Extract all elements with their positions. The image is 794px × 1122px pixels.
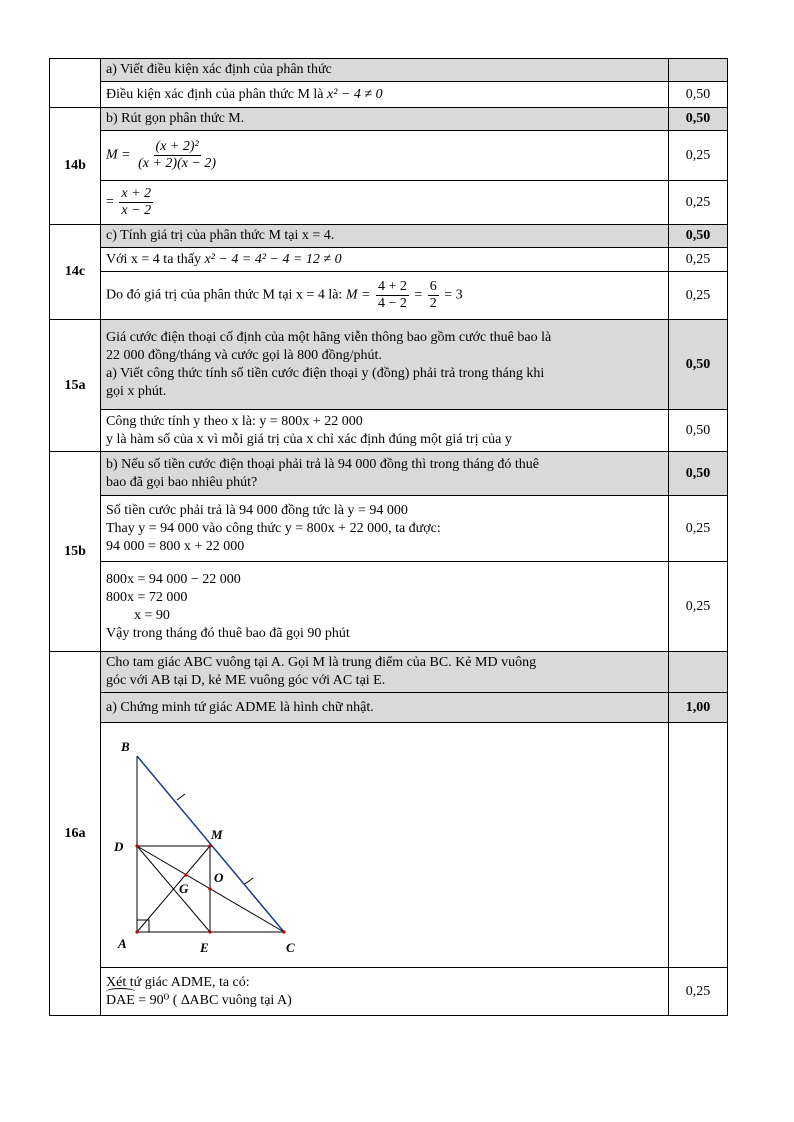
point-o — [208, 887, 211, 890]
label-d: D — [114, 839, 124, 854]
answer-formula: = $\frac{x + 2}{x - 2}$ — [101, 181, 669, 225]
answer-formula: Do đó giá trị của phân thức M tại x = 4 là: M = $\frac{4 + 2}{4 - 2}$ = $\frac{6}{2}$ = 3 — [101, 272, 669, 320]
figure-cell — [101, 723, 669, 968]
point-e — [208, 930, 211, 933]
table-row — [50, 496, 728, 562]
table-row — [50, 723, 728, 968]
point-m — [208, 844, 211, 847]
answer-text: 800x = 94 000 − 22 000 800x = 72 000 x = 90 Vậy trong tháng đó thuê bao đã gọi 90 phút — [101, 562, 669, 652]
fraction: $\frac{x + 2}{x - 2}$ — [121, 186, 152, 218]
table-row — [50, 452, 728, 496]
answer-text: Công thức tính y theo x là: y = 800x + 22 000 y là hàm số của x vì mỗi giá trị của x chỉ xác định đúng một giá trị của y — [101, 410, 669, 452]
label-m: M — [211, 827, 223, 842]
score-cell: 0,25 — [669, 181, 728, 225]
label-e: E — [200, 940, 209, 955]
tick-mark — [177, 794, 185, 800]
question-number: 16a — [50, 652, 101, 1016]
angle-symbol: DAE — [106, 992, 135, 1008]
score-cell: 0,50 — [669, 225, 728, 248]
score-cell: 0,50 — [669, 410, 728, 452]
table-row — [50, 652, 728, 693]
table-row — [50, 82, 728, 108]
score-cell: 0,25 — [669, 248, 728, 272]
score-cell: 1,00 — [669, 693, 728, 723]
sub-question: b) Nếu số tiền cước điện thoại phải trả là 94 000 đồng thì trong tháng đó thuê bao đã gọi bao nhiêu phút? — [101, 452, 669, 496]
label-b: B — [121, 739, 130, 754]
point-c — [282, 930, 285, 933]
table-row — [50, 248, 728, 272]
score-cell: 0,50 — [669, 452, 728, 496]
table-row — [50, 562, 728, 652]
question-number: 15a — [50, 320, 101, 452]
table-row — [50, 272, 728, 320]
question-number: 14c — [50, 225, 101, 320]
fraction: $\frac{4 + 2}{4 - 2}$ — [377, 279, 407, 311]
point-d — [135, 844, 138, 847]
table-row — [50, 410, 728, 452]
table-row — [50, 131, 728, 181]
tick-mark — [245, 878, 253, 884]
score-cell: 0,25 — [669, 272, 728, 320]
score-cell: 0,50 — [669, 320, 728, 410]
fraction: $\frac{\text{(x + 2)²}}{(x + 2)(x - 2)}$ — [138, 139, 217, 171]
score-cell: 0,50 — [669, 82, 728, 108]
sub-question: c) Tính giá trị của phân thức M tại x = 4. — [101, 225, 669, 248]
fraction: $\frac{6}{2}$ — [429, 279, 437, 311]
score-cell — [669, 652, 728, 693]
score-cell — [669, 723, 728, 968]
label-a: A — [118, 936, 127, 951]
label-c: C — [286, 940, 295, 955]
point-g — [184, 873, 187, 876]
sub-question: a) Viết điều kiện xác định của phân thức — [101, 59, 669, 82]
table-row — [50, 181, 728, 225]
point-a — [135, 930, 138, 933]
table-row — [50, 968, 728, 1016]
table-row — [50, 225, 728, 248]
question-number: 14b — [50, 108, 101, 225]
answer-key-table — [49, 58, 728, 1016]
question-number-cell — [50, 59, 101, 108]
answer-text: Với x = 4 ta thấy x² − 4 = 4² − 4 = 12 ≠ 0 — [101, 248, 669, 272]
question-number: 15b — [50, 452, 101, 652]
answer-text: Điều kiện xác định của phân thức M là x² − 4 ≠ 0 — [101, 82, 669, 108]
score-cell: 0,25 — [669, 562, 728, 652]
answer-text: Xét tứ giác ADME, ta có: DAE = 90⁰ ( ∆ABC vuông tại A) — [101, 968, 669, 1016]
problem-statement: Cho tam giác ABC vuông tại A. Gọi M là trung điểm của BC. Kẻ MD vuông góc với AB tại D, kẻ ME vuông góc với AC tại E. — [101, 652, 669, 693]
table-row — [50, 320, 728, 410]
table-row — [50, 59, 728, 82]
score-cell: 0,25 — [669, 496, 728, 562]
answer-text: Số tiền cước phải trả là 94 000 đồng tức là y = 94 000 Thay y = 94 000 vào công thức y = 800x + 22 000, ta được: 94 000 = 800 x + 22 000 — [101, 496, 669, 562]
table-row — [50, 693, 728, 723]
score-cell — [669, 59, 728, 82]
score-cell: 0,25 — [669, 968, 728, 1016]
sub-question: b) Rút gọn phân thức M. — [101, 108, 669, 131]
score-cell: 0,25 — [669, 131, 728, 181]
label-g: G — [179, 881, 189, 896]
label-o: O — [214, 870, 224, 885]
table-row — [50, 108, 728, 131]
answer-formula: M = $\frac{\text{(x + 2)²}}{(x + 2)(x - 2)}$ — [101, 131, 669, 181]
geometry-figure — [101, 723, 321, 967]
score-cell: 0,50 — [669, 108, 728, 131]
problem-statement: Giá cước điện thoại cố định của một hãng viễn thông bao gồm cước thuê bao là 22 000 đồng/tháng và cước gọi là 800 đồng/phút. a) Viết công thức tính số tiền cước điện thoại y (đồng) phải trả trong tháng khi gọi x phút. — [101, 320, 669, 410]
sub-question: a) Chứng minh tứ giác ADME là hình chữ nhật. — [101, 693, 669, 723]
